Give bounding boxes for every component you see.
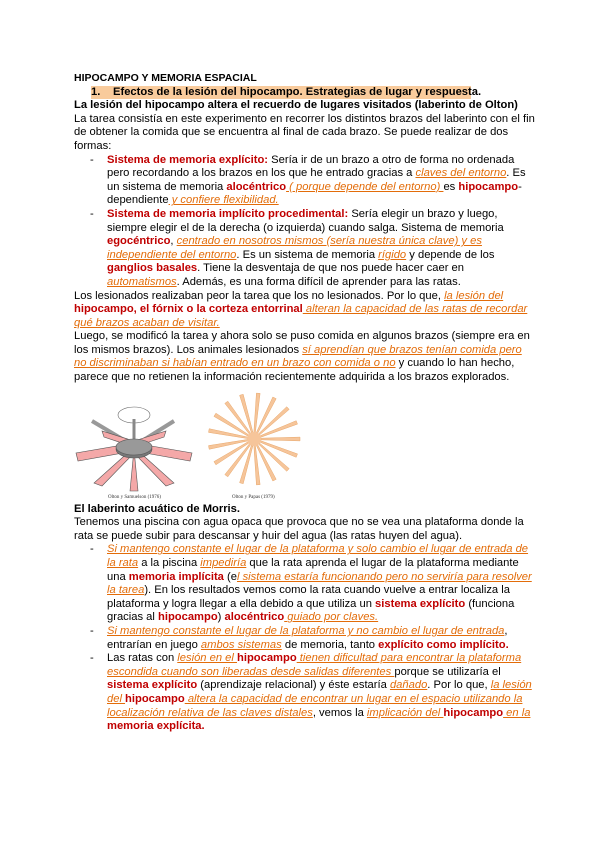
olton-heading: La lesión del hipocampo altera el recuerdo de lugares visitados (laberinto de Olton) bbox=[74, 99, 518, 112]
note-en-la: en la bbox=[503, 706, 531, 719]
figure-caption-1: Olton y Samuelson (1976) bbox=[108, 494, 161, 500]
note-rigido: rígido bbox=[378, 248, 407, 261]
note-aprendian: sí aprendían que brazos tenían comida pero no discriminaban si habían entrado en un brazo con comida o no bbox=[74, 343, 522, 370]
note-danado: dañado bbox=[389, 679, 428, 692]
morris-heading: El laberinto acuático de Morris. bbox=[74, 502, 240, 515]
term-implicit: Sistema de memoria implícito procedimental: bbox=[107, 207, 349, 220]
figure-caption-2: Olton y Papas (1979) bbox=[232, 494, 275, 500]
maze-arm bbox=[260, 437, 300, 441]
radial-maze-17-arm-figure bbox=[206, 391, 306, 499]
section-subtitle bbox=[74, 86, 536, 100]
term-hipocampo: hipocampo bbox=[237, 652, 297, 665]
note-ambos-sistemas: ambos sistemas bbox=[200, 638, 282, 651]
note-constante-no-cambio: Si mantengo constante el lugar de la plataforma y no cambio el lugar de entrada bbox=[107, 625, 505, 637]
note-implicacion: implicación del bbox=[366, 706, 444, 719]
note-impediria: impediría bbox=[200, 557, 247, 570]
note-lesion: la lesión del bbox=[444, 289, 504, 302]
note-centrado: centrado en nosotros mismos (sería nuestra única clave) y es independiente del entorno bbox=[107, 235, 482, 261]
term-sistema-explicito: sistema explícito bbox=[375, 597, 466, 610]
document-title: HIPOCAMPO Y MEMORIA ESPACIAL bbox=[74, 72, 257, 84]
list-item-explicit bbox=[74, 154, 536, 208]
text: Luego, se modificó la tarea y ahora solo se puso comida en algunos brazos (siempre era en los mismos brazos). Los animales lesionados bbox=[74, 330, 530, 356]
term-ganglios: ganglios basales bbox=[107, 262, 198, 275]
term-hipocampo: hipocampo bbox=[458, 180, 519, 193]
term-hipocampo-fornix: hipocampo, el fórnix o la corteza entorrinal bbox=[74, 303, 303, 316]
term-hipocampo: hipocampo bbox=[443, 706, 504, 719]
term-hipocampo: hipocampo bbox=[158, 611, 218, 624]
note-lesion-en: lesión en el bbox=[177, 652, 237, 665]
text: (aprendizaje relacional) y éste estaría bbox=[197, 679, 390, 692]
paragraph-modified-task bbox=[74, 330, 536, 384]
list-item-implicit bbox=[74, 208, 536, 290]
note-dificultad: tienen dificultad para encontrar la plataforma escondida cuando son liberadas desde salidas diferentes bbox=[107, 652, 522, 678]
note-lesion-del: la lesión del bbox=[107, 679, 532, 705]
text: Las ratas con bbox=[107, 652, 178, 665]
text: y cuando lo han hecho, parece que no retienen la información recientemente adquirida a los brazos explorados. bbox=[74, 357, 515, 384]
term-egocentrico: egocéntrico bbox=[107, 235, 171, 248]
figures-row bbox=[74, 391, 536, 499]
text: (funciona gracias al bbox=[107, 597, 515, 624]
term-explicit: Sistema de memoria explícito: bbox=[107, 153, 269, 166]
note-automatismos: automatismos bbox=[107, 275, 177, 288]
text: porque se utilizaría el bbox=[394, 665, 501, 678]
paragraph-lesion bbox=[74, 290, 536, 331]
term-memoria-implicita: memoria implícita bbox=[128, 570, 224, 583]
note-flexibilidad: y confiere flexibilidad. bbox=[168, 194, 279, 207]
maze-arm bbox=[209, 428, 249, 438]
subtitle-number: 1. bbox=[91, 85, 101, 98]
text: Los lesionados realizaban peor la tarea que los no lesionados. Por lo que, bbox=[74, 289, 445, 302]
note-claves: claves del entorno bbox=[415, 167, 507, 180]
text: a la piscina bbox=[138, 557, 201, 570]
text: (e bbox=[223, 570, 237, 583]
list-item-morris-2 bbox=[74, 625, 536, 652]
term-hipocampo: hipocampo bbox=[125, 692, 185, 705]
text: -dependiente bbox=[107, 180, 522, 207]
note-guiado-claves: guiado por claves. bbox=[284, 611, 379, 624]
note-altera-capacidad: altera la capacidad de encontrar un lugar en el espacio utilizando la localización relativa de las claves distales bbox=[107, 692, 523, 719]
text: , vemos la bbox=[312, 706, 367, 719]
text: y depende de los bbox=[406, 248, 495, 261]
text: ) bbox=[217, 611, 225, 624]
list-item-morris-1 bbox=[74, 543, 536, 625]
text: Sería ir de un brazo a otro de forma no ordenada pero recordando a los brazos en los que he entrado gracias a bbox=[107, 153, 515, 180]
text: . Es un sistema de memoria bbox=[236, 248, 379, 261]
term-alocentrico: alocéntrico bbox=[226, 180, 287, 193]
maze-arm bbox=[209, 439, 249, 449]
text: es bbox=[443, 180, 459, 193]
term-explicito-implicito: explícito como implícito. bbox=[378, 638, 509, 651]
list-item-morris-3 bbox=[74, 652, 536, 734]
olton-strategies-list bbox=[74, 154, 536, 290]
text: . Por lo que, bbox=[427, 679, 491, 692]
text: , entrarían en juego bbox=[107, 625, 508, 651]
text: , bbox=[170, 235, 177, 248]
text: . Además, es una forma difícil de aprender para las ratas. bbox=[176, 275, 461, 288]
note-sistema-funcionando: l sistema estaría funcionando pero no serviría para resolver la tarea bbox=[107, 570, 532, 597]
term-memoria-explicita: memoria explícita. bbox=[107, 720, 205, 733]
note-constante-entrada: Si mantengo constante el lugar de la plataforma y solo cambio el lugar de entrada de la rata bbox=[107, 543, 529, 570]
document-page bbox=[74, 70, 536, 734]
paragraph-morris: Tenemos una piscina con agua opaca que provoca que no se vea una plataforma donde la rata se puede subir para descansar y huir del agua (las ratas huyen del agua). bbox=[74, 516, 524, 542]
radial-maze-3d-figure bbox=[74, 391, 194, 499]
text: de memoria, tanto bbox=[281, 638, 379, 651]
text: que la rata aprenda el lugar de la plataforma mediante una bbox=[107, 557, 519, 583]
term-sistema-explicito: sistema explícito bbox=[107, 679, 198, 692]
term-alocentrico: alocéntrico bbox=[224, 611, 285, 624]
paragraph-task: La tarea consistía en este experimento en recorrer los distintos brazos del laberinto con el fin de obtener la comida que se encuentra al final de cada brazo. Se puede realizar de dos formas: bbox=[74, 112, 535, 152]
text: Sería elegir un brazo y luego, siempre elegir el de la derecha (o izquierda) cuando salga. Sistema de memoria bbox=[107, 207, 504, 234]
morris-list bbox=[74, 543, 536, 733]
text: ). En los resultados vemos como la rata cuando vuelve a entrar localiza la plataforma y logra llegar a ella debido a que utiliza un bbox=[107, 584, 510, 610]
note-entorno: ( porque depende del entorno) bbox=[286, 180, 444, 193]
subtitle-text: Efectos de la lesión del hipocampo. Estrategias de lugar y respuesta. bbox=[113, 85, 482, 98]
note-alteran: alteran la capacidad de las ratas de recordar qué brazos acaban de visitar. bbox=[74, 303, 528, 329]
text: . Es un sistema de memoria bbox=[107, 167, 526, 193]
text: . Tiene la desventaja de que nos puede hacer caer en bbox=[197, 262, 464, 275]
